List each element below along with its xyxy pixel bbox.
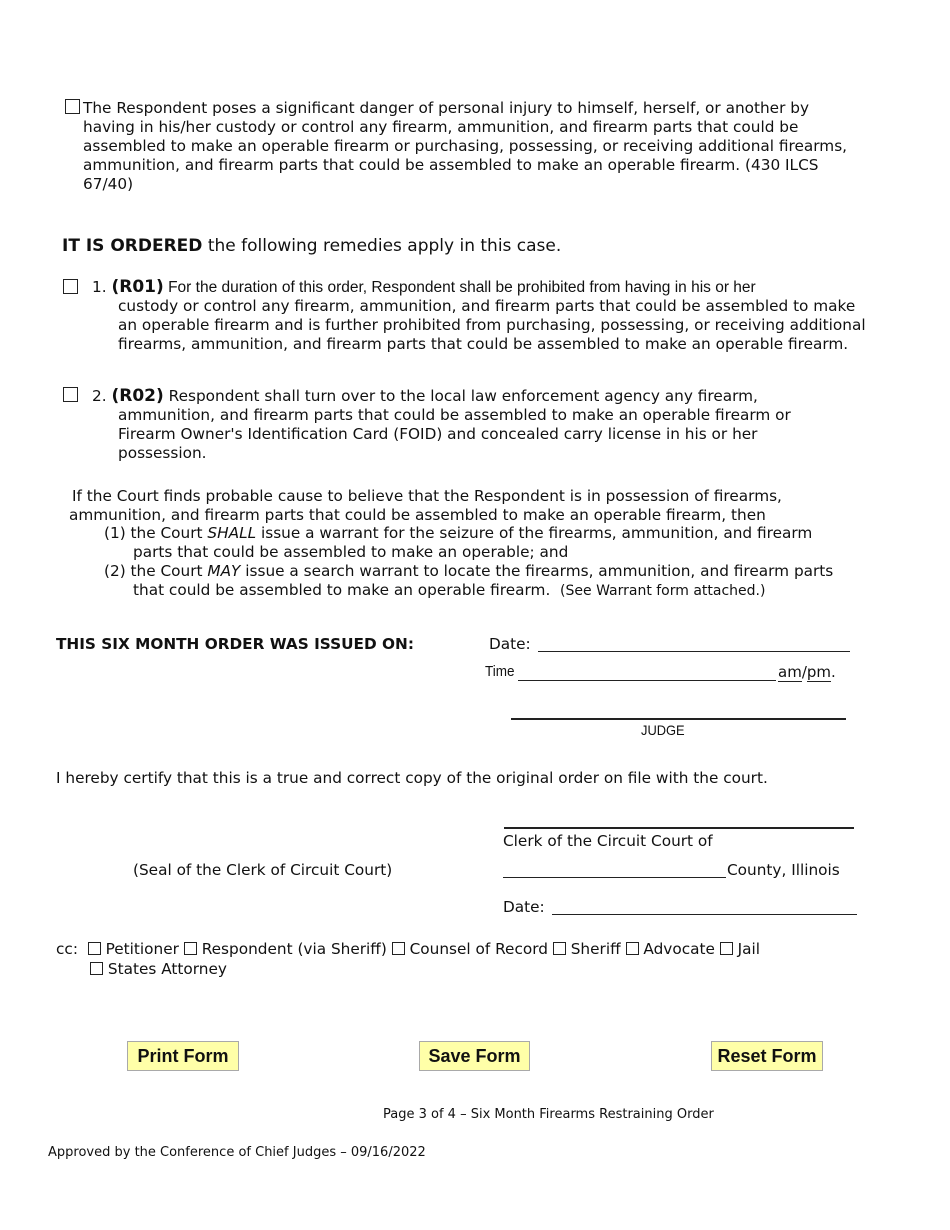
- cc-states-attorney-label: States Attorney: [107, 960, 227, 978]
- clerk-date-label: Date:: [503, 898, 545, 916]
- item1-post: issue a warrant for the seizure of the firearms, ammunition, and firearm: [256, 524, 813, 542]
- danger-finding-checkbox[interactable]: [65, 99, 80, 114]
- am-option[interactable]: am: [778, 663, 802, 681]
- item1-pre: (1) the Court: [104, 524, 208, 542]
- remedy-r01: [92, 278, 872, 354]
- judge-signature-line[interactable]: [511, 718, 846, 720]
- cc-states-attorney-checkbox[interactable]: [90, 962, 103, 975]
- cc-jail-label: Jail: [737, 940, 761, 958]
- county-label: County, Illinois: [727, 861, 840, 879]
- probable-cause-item-2: [104, 562, 874, 601]
- cc-sheriff-label: Sheriff: [570, 940, 621, 958]
- order-heading: [62, 235, 561, 257]
- issued-time-label: Time: [485, 663, 515, 680]
- certify-text: I hereby certify that this is a true and correct copy of the original order on file with the court.: [56, 769, 768, 787]
- cc-sheriff-checkbox[interactable]: [553, 942, 566, 955]
- clerk-signature-line[interactable]: [504, 827, 854, 829]
- probable-cause-intro: If the Court finds probable cause to believe that the Respondent is in possession of firearms, ammunition, and firearm parts that could be assembled to make an operable firearm, then: [69, 487, 782, 524]
- remedy-r01-checkbox[interactable]: [63, 279, 78, 294]
- item2-cont: that could be assembled to make an operable firearm.: [133, 581, 551, 599]
- cc-counsel-checkbox[interactable]: [392, 942, 405, 955]
- remedy-r02-text: ammunition, and firearm parts that could be assembled to make an operable firearm or Firearm Owner's Identification Card (FOID) and concealed carry license in his or her possession.: [118, 406, 791, 462]
- issued-date-label: Date:: [489, 635, 531, 653]
- print-form-button[interactable]: Print Form: [127, 1041, 239, 1071]
- am-pm-period: .: [831, 663, 836, 681]
- issued-date-field[interactable]: [538, 651, 850, 652]
- remedy-r01-first-line: [92, 278, 872, 297]
- pm-option[interactable]: pm: [806, 663, 832, 681]
- cc-jail-checkbox[interactable]: [720, 942, 733, 955]
- order-heading-bold: IT IS ORDERED: [62, 236, 203, 256]
- item1-cont: parts that could be assembled to make an operable; and: [133, 543, 569, 561]
- remedy-r02-lead: Respondent shall turn over to the local law enforcement agency any firearm,: [163, 387, 758, 405]
- shall-emphasis: SHALL: [207, 524, 257, 542]
- remedy-r02-first-line: [92, 387, 872, 406]
- probable-cause-item-1: [104, 524, 864, 562]
- page-footer: Page 3 of 4 – Six Month Firearms Restraining Order: [383, 1107, 714, 1122]
- clerk-label: Clerk of the Circuit Court of: [503, 832, 713, 850]
- cc-respondent-label: Respondent (via Sheriff): [201, 940, 387, 958]
- remedy-r01-lead: For the duration of this order, Respondent shall be prohibited from having in his or her: [163, 279, 756, 296]
- cc-advocate-label: Advocate: [643, 940, 715, 958]
- cc-petitioner-checkbox[interactable]: [88, 942, 101, 955]
- judge-label: JUDGE: [641, 722, 685, 738]
- remedy-r01-text: custody or control any firearm, ammunition, and firearm parts that could be assembled to make an operable firearm and is further prohibited from purchasing, possessing, or receiving additional firearms, ammunition, and firearm parts that could be assembled to make an operable firearm.: [118, 297, 866, 353]
- remedy-r01-number: 1.: [92, 278, 107, 296]
- county-field[interactable]: [503, 877, 726, 878]
- approved-footer: Approved by the Conference of Chief Judges – 09/16/2022: [48, 1145, 426, 1160]
- order-heading-rest: the following remedies apply in this case.: [202, 236, 562, 256]
- remedy-r02: [92, 387, 872, 463]
- remedy-r02-number: 2.: [92, 387, 107, 405]
- item2-pre: (2) the Court: [104, 562, 208, 580]
- issued-time-field[interactable]: [518, 680, 776, 681]
- save-form-button[interactable]: Save Form: [419, 1041, 530, 1071]
- issued-on-label: THIS SIX MONTH ORDER WAS ISSUED ON:: [56, 635, 414, 653]
- remedy-r02-checkbox[interactable]: [63, 387, 78, 402]
- cc-respondent-checkbox[interactable]: [184, 942, 197, 955]
- clerk-date-field[interactable]: [552, 914, 857, 915]
- am-pm: [778, 663, 836, 681]
- remedy-r02-code: (R02): [111, 386, 164, 406]
- reset-form-button[interactable]: Reset Form: [711, 1041, 823, 1071]
- cc-row-2: [90, 960, 227, 979]
- warrant-note: (See Warrant form attached.): [560, 583, 766, 599]
- cc-petitioner-label: Petitioner: [105, 940, 179, 958]
- cc-row: [56, 940, 856, 959]
- item2-post: issue a search warrant to locate the firearms, ammunition, and firearm parts: [240, 562, 834, 580]
- seal-label: (Seal of the Clerk of Circuit Court): [133, 861, 393, 879]
- cc-label: cc:: [56, 940, 78, 958]
- may-emphasis: MAY: [207, 562, 241, 580]
- am-pm-slash: /: [801, 663, 807, 681]
- cc-counsel-label: Counsel of Record: [409, 940, 548, 958]
- danger-finding-text: The Respondent poses a significant danger of personal injury to himself, herself, or another by having in his/her custody or control any firearm, ammunition, and firearm parts that could be assembled to make an operable firearm or purchasing, possessing, or receiving additional firearms, ammunition, and firearm parts that could be assembled to make an operable firearm. (430 ILCS 67/40): [83, 99, 848, 193]
- cc-advocate-checkbox[interactable]: [626, 942, 639, 955]
- remedy-r01-code: (R01): [111, 277, 164, 297]
